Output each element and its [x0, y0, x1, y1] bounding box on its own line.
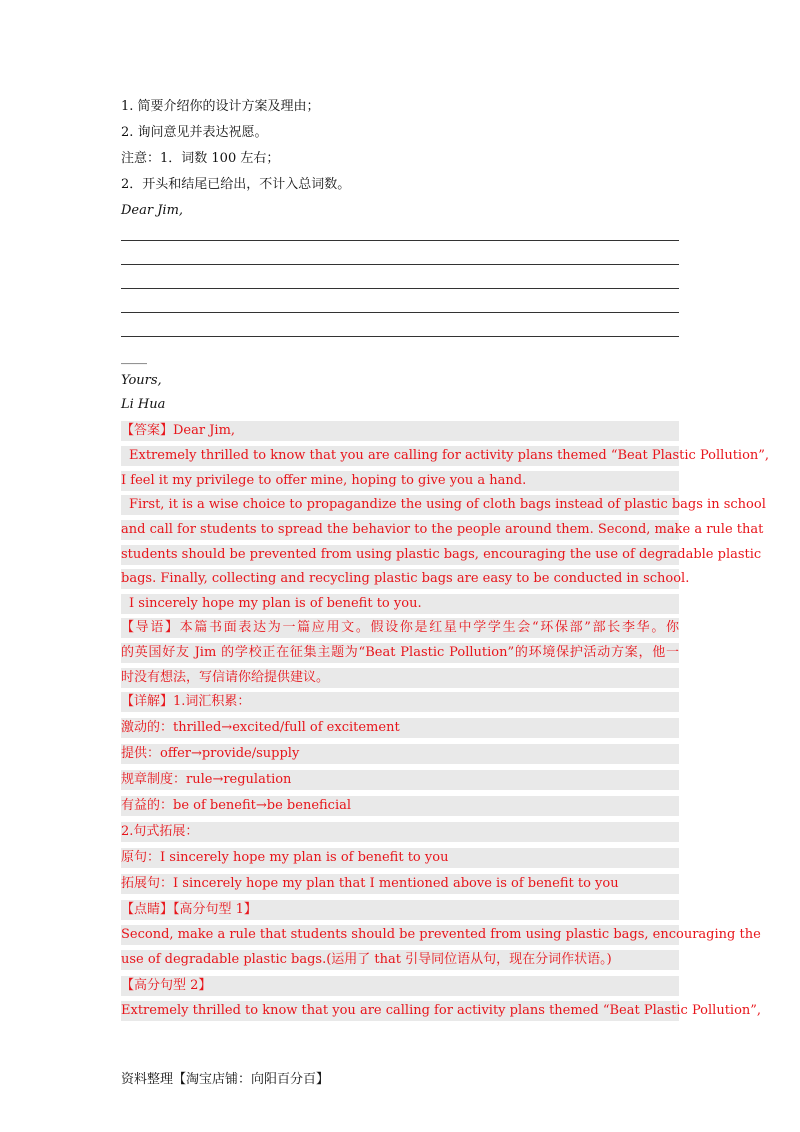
answer-line: Extremely thrilled to know that you are calling for activity plans themed “Beat Plastic Pollution”, — [121, 446, 679, 466]
highlight-sentence: Second, make a rule that students should be prevented from using plastic bags, encouraging the — [121, 925, 679, 945]
note-word-count: 注意：1．词数 100 左右； — [121, 151, 280, 166]
answer-line: I feel it my privilege to offer mine, hoping to give you a hand. — [121, 471, 679, 491]
vocab-item: 激动的：thrilled→excited/full of excitement — [121, 718, 679, 738]
writing-line — [121, 312, 679, 313]
detail-heading: 【详解】1.词汇积累： — [121, 692, 679, 712]
writing-line-end: ____ — [121, 350, 147, 365]
note-given-parts: 2．开头和结尾已给出，不计入总词数。 — [121, 177, 351, 192]
highlight-heading: 【高分句型 2】 — [121, 976, 679, 996]
vocab-item: 提供：offer→provide/supply — [121, 744, 679, 764]
answer-line: First, it is a wise choice to propagandize the using of cloth bags instead of plastic bags in school — [121, 495, 679, 515]
highlight-sentence: use of degradable plastic bags.(运用了 that 引导同位语从句，现在分词作状语。) — [121, 950, 679, 970]
page-footer: 资料整理【淘宝店铺：向阳百分百】 — [121, 1072, 330, 1087]
vocab-item: 规章制度：rule→regulation — [121, 770, 679, 790]
guide-line: 的英国好友 Jim 的学校正在征集主题为“Beat Plastic Pollution”的环境保护活动方案，他一 — [121, 643, 679, 663]
letter-signature: Li Hua — [121, 397, 166, 412]
answer-heading: 【答案】Dear Jim, — [121, 421, 679, 441]
writing-line — [121, 264, 679, 265]
expanded-sentence: 拓展句：I sincerely hope my plan that I mentioned above is of benefit to you — [121, 874, 679, 894]
instruction-item-1: 1. 简要介绍你的设计方案及理由； — [121, 99, 320, 114]
guide-line: 时没有想法，写信请你给提供建议。 — [121, 668, 679, 688]
answer-line: I sincerely hope my plan is of benefit to you. — [121, 594, 679, 614]
sentence-heading: 2.句式拓展： — [121, 822, 679, 842]
answer-line: bags. Finally, collecting and recycling plastic bags are easy to be conducted in school. — [121, 569, 679, 589]
writing-line — [121, 288, 679, 289]
answer-line: students should be prevented from using plastic bags, encouraging the use of degradable plastic — [121, 545, 679, 565]
original-sentence: 原句：I sincerely hope my plan is of benefit to you — [121, 848, 679, 868]
letter-greeting: Dear Jim, — [121, 203, 184, 218]
instruction-item-2: 2. 询问意见并表达祝愿。 — [121, 125, 268, 140]
writing-line — [121, 336, 679, 337]
answer-line: and call for students to spread the behavior to the people around them. Second, make a rule that — [121, 520, 679, 540]
letter-closing: Yours, — [121, 373, 162, 388]
guide-line: 【导语】本篇书面表达为一篇应用文。假设你是红星中学学生会“环保部”部长李华。你 — [121, 618, 679, 638]
highlight-sentence: Extremely thrilled to know that you are calling for activity plans themed “Beat Plastic Pollution”, — [121, 1001, 679, 1021]
vocab-item: 有益的：be of benefit→be beneficial — [121, 796, 679, 816]
highlight-heading: 【点睛】【高分句型 1】 — [121, 900, 679, 920]
writing-line — [121, 240, 679, 241]
